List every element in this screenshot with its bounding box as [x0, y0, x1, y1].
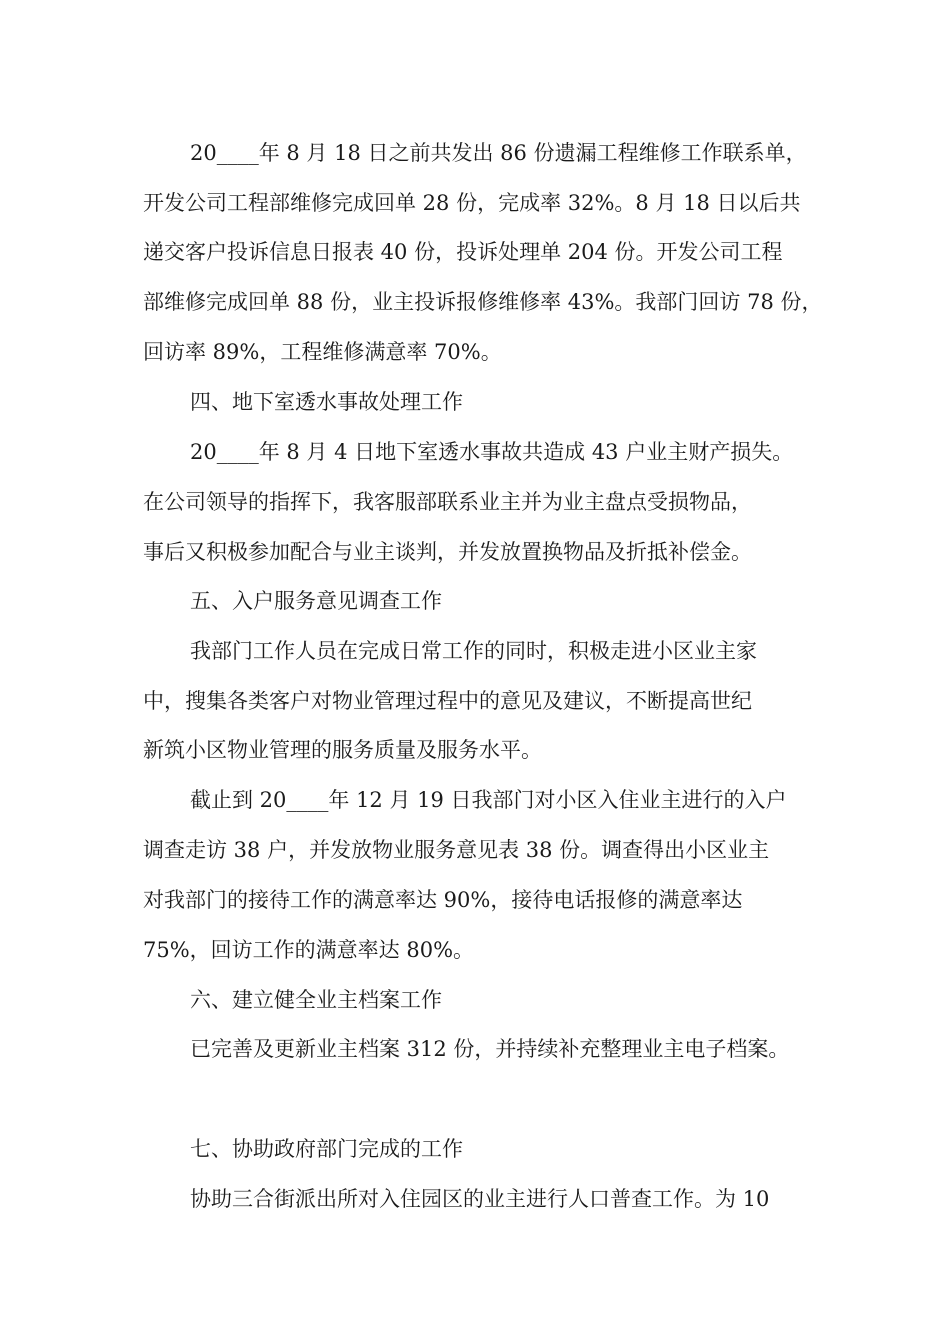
paragraph-line: 75%，回访工作的满意率达 80%。	[143, 938, 475, 962]
paragraph-line: 协助三合街派出所对入住园区的业主进行人口普查工作。为 10	[190, 1187, 770, 1211]
paragraph-line: 回访率 89%，工程维修满意率 70%。	[143, 340, 502, 364]
paragraph-line: 新筑小区物业管理的服务质量及服务水平。	[143, 738, 542, 762]
paragraph-line: 递交客户投诉信息日报表 40 份，投诉处理单 204 份。开发公司工程	[143, 240, 783, 264]
paragraph-line: 事后又积极参加配合与业主谈判，并发放置换物品及折抵补偿金。	[143, 540, 752, 564]
paragraph-line: 开发公司工程部维修完成回单 28 份，完成率 32%。8 月 18 日以后共	[143, 191, 801, 215]
paragraph-line: 调查走访 38 户，并发放物业服务意见表 38 份。调查得出小区业主	[143, 838, 770, 862]
section-heading: 七、协助政府部门完成的工作	[190, 1137, 463, 1161]
paragraph-line: 截止到 20____年 12 月 19 日我部门对小区入住业主进行的入户	[190, 788, 787, 812]
paragraph-line: 对我部门的接待工作的满意率达 90%，接待电话报修的满意率达	[143, 888, 743, 912]
paragraph-line: 中，搜集各类客户对物业管理过程中的意见及建议，不断提高世纪	[143, 689, 752, 713]
section-heading: 六、建立健全业主档案工作	[190, 988, 442, 1012]
section-heading: 四、地下室透水事故处理工作	[190, 390, 463, 414]
section-heading: 五、入户服务意见调查工作	[190, 589, 442, 613]
paragraph-line: 已完善及更新业主档案 312 份，并持续补充整理业主电子档案。	[190, 1037, 790, 1061]
paragraph-line: 在公司领导的指挥下，我客服部联系业主并为业主盘点受损物品，	[143, 490, 752, 514]
paragraph-line: 部维修完成回单 88 份，业主投诉报修维修率 43%。我部门回访 78 份，	[143, 290, 823, 314]
paragraph-line: 20____年 8 月 4 日地下室透水事故共造成 43 户业主财产损失。	[190, 440, 794, 464]
paragraph-line: 我部门工作人员在完成日常工作的同时，积极走进小区业主家	[190, 639, 757, 663]
paragraph-line: 20____年 8 月 18 日之前共发出 86 份遗漏工程维修工作联系单，	[190, 141, 807, 165]
